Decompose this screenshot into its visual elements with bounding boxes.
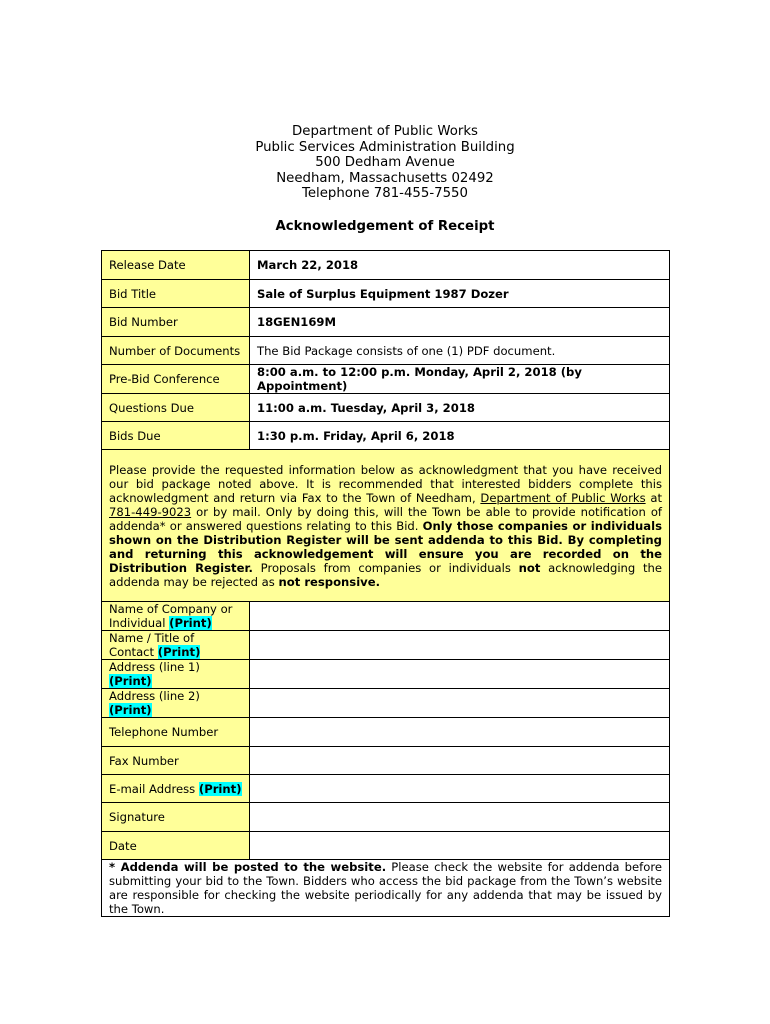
bid-title-value: Sale of Surplus Equipment 1987 Dozer — [250, 280, 670, 308]
telephone-line: Telephone 781-455-7550 — [302, 186, 468, 202]
pre-bid-conference-value: 8:00 a.m. to 12:00 p.m. Monday, April 2, 2018 (by Appointment) — [250, 365, 670, 394]
date-label: Date — [102, 832, 250, 860]
info-row — [102, 251, 670, 280]
release-date-label: Release Date — [102, 251, 250, 280]
bid-number-value: 18GEN169M — [250, 308, 670, 337]
address-line-2-label: Address (line 2) (Print) — [102, 689, 250, 718]
print-tag: (Print) — [109, 703, 152, 717]
field-row — [102, 631, 670, 660]
bid-number-label: Bid Number — [102, 308, 250, 337]
signature-field[interactable] — [250, 803, 670, 832]
bids-due-label: Bids Due — [102, 422, 250, 450]
acknowledgement-form — [101, 250, 670, 917]
contact-field[interactable] — [250, 631, 670, 660]
company-label: Name of Company or Individual (Print) — [102, 602, 250, 631]
field-row — [102, 832, 670, 860]
number-of-documents-label: Number of Documents — [102, 337, 250, 365]
field-row — [102, 718, 670, 747]
info-row — [102, 422, 670, 450]
telephone-label: Telephone Number — [102, 718, 250, 747]
info-row — [102, 280, 670, 308]
fax-number-link[interactable]: 781-449-9023 — [109, 504, 192, 519]
date-field[interactable] — [250, 832, 670, 860]
email-label: E-mail Address (Print) — [102, 775, 250, 803]
letterhead — [0, 124, 770, 202]
field-row — [102, 602, 670, 631]
pre-bid-conference-label: Pre-Bid Conference — [102, 365, 250, 394]
email-field[interactable] — [250, 775, 670, 803]
field-row — [102, 803, 670, 832]
info-row — [102, 394, 670, 422]
signature-label: Signature — [102, 803, 250, 832]
field-row — [102, 747, 670, 775]
info-row — [102, 337, 670, 365]
page-title: Acknowledgement of Receipt — [275, 219, 495, 234]
print-tag: (Print) — [169, 616, 212, 630]
print-tag: (Print) — [198, 781, 242, 796]
dpw-link[interactable]: Department of Public Works — [480, 490, 646, 505]
field-row — [102, 689, 670, 718]
fax-field[interactable] — [250, 747, 670, 775]
addenda-notice: * Addenda will be posted to the website. Please check the website for addenda before submitting your bid to the Town. Bidders who access the bid package from the Town’s website are responsible for checking the website periodically for any addenda that may be issued by the Town. — [102, 860, 670, 917]
contact-label: Name / Title of Contact (Print) — [102, 631, 250, 660]
field-row — [102, 775, 670, 803]
field-row — [102, 660, 670, 689]
city-state-zip: Needham, Massachusetts 02492 — [276, 170, 494, 186]
department-name: Department of Public Works — [292, 124, 478, 139]
building-name: Public Services Administration Building — [255, 139, 515, 155]
bid-title-label: Bid Title — [102, 280, 250, 308]
street-address: 500 Dedham Avenue — [315, 155, 455, 171]
fax-label: Fax Number — [102, 747, 250, 775]
number-of-documents-value: The Bid Package consists of one (1) PDF document. — [250, 337, 670, 365]
bids-due-value: 1:30 p.m. Friday, April 6, 2018 — [250, 422, 670, 450]
address-line-2-field[interactable] — [250, 689, 670, 718]
acknowledgement-notice: Please provide the requested information below as acknowledgment that you have received our bid package noted above. It is recommended that interested bidders complete this acknowledgment and return via Fax to the Town of Needham, Department of Public Works at 781-449-9023 or by mail. Only by doing this, will the Town be able to provide notification of addenda* or answered questions relating to this Bid. Only those companies or individuals shown on the Distribution Register will be sent addenda to this Bid. By completing and returning this acknowledgement will ensure you are recorded on the Distribution Register. Proposals from companies or individuals not acknowledging the addenda may be rejected as not responsive. — [102, 450, 670, 602]
company-field[interactable] — [250, 602, 670, 631]
info-row — [102, 365, 670, 394]
print-tag: (Print) — [157, 645, 201, 659]
questions-due-label: Questions Due — [102, 394, 250, 422]
footer-row — [102, 860, 670, 917]
address-line-1-label: Address (line 1) (Print) — [102, 660, 250, 689]
questions-due-value: 11:00 a.m. Tuesday, April 3, 2018 — [250, 394, 670, 422]
info-row — [102, 308, 670, 337]
notice-row — [102, 450, 670, 602]
print-tag: (Print) — [109, 674, 152, 688]
release-date-value: March 22, 2018 — [250, 251, 670, 280]
address-line-1-field[interactable] — [250, 660, 670, 689]
telephone-field[interactable] — [250, 718, 670, 747]
